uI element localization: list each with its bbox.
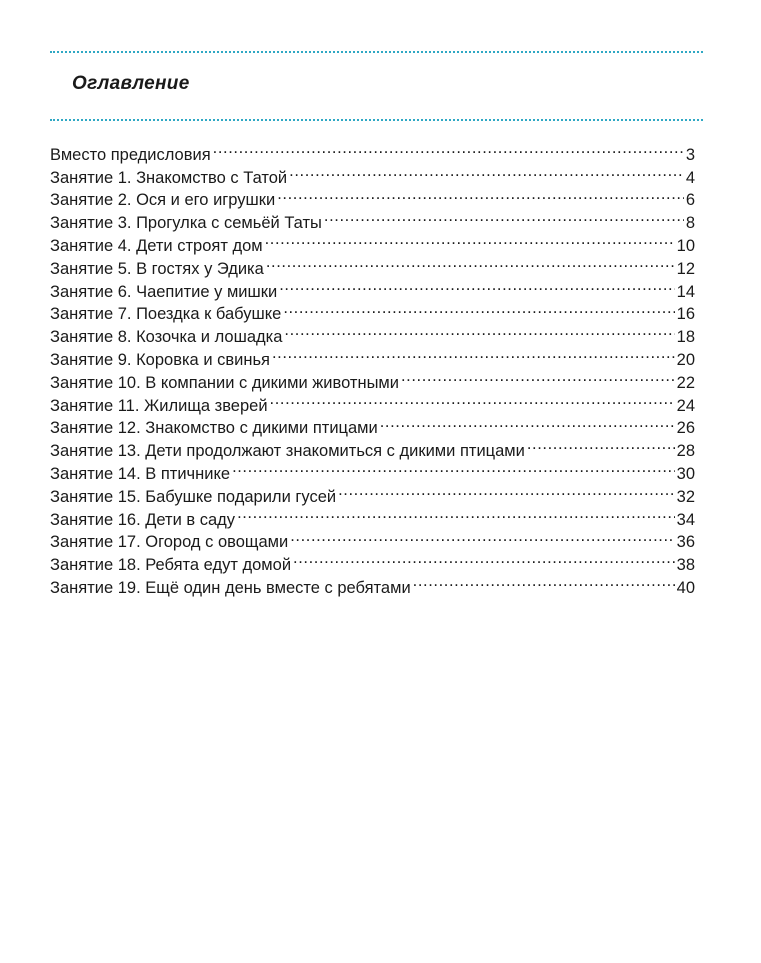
table-of-contents — [50, 137, 695, 597]
toc-entry-title: Занятие 2. Ося и его игрушки — [50, 191, 276, 210]
toc-page-number: 26 — [676, 419, 695, 438]
toc-entry-title: Занятие 5. В гостях у Эдика — [50, 259, 264, 278]
toc-page-number: 4 — [685, 168, 695, 187]
dot-leader — [338, 479, 675, 502]
toc-entry-title: Занятие 15. Бабушке подарили гусей — [50, 487, 337, 506]
dot-leader — [401, 365, 675, 388]
toc-page-number: 6 — [685, 191, 695, 210]
toc-entry-title: Занятие 13. Дети продолжают знакомиться с дикими птицами — [50, 442, 525, 461]
dot-leader — [413, 570, 675, 593]
dot-leader — [527, 433, 675, 456]
toc-page-number: 28 — [676, 442, 695, 461]
title-divider — [50, 119, 703, 121]
dot-leader — [289, 160, 684, 183]
dot-leader — [290, 525, 674, 548]
dot-leader — [324, 205, 684, 228]
toc-entry-title: Вместо предисловия — [50, 145, 211, 164]
toc-page-number: 34 — [676, 510, 695, 529]
dot-leader — [213, 137, 684, 160]
dot-leader — [265, 228, 675, 251]
toc-entry-title: Занятие 11. Жилища зверей — [50, 396, 268, 415]
toc-page-number: 16 — [676, 305, 695, 324]
toc-entry-title: Занятие 14. В птичнике — [50, 464, 231, 483]
toc-entry-title: Занятие 7. Поездка к бабушке — [50, 305, 282, 324]
toc-entry-title: Занятие 12. Знакомство с дикими птицами — [50, 419, 378, 438]
toc-page-number: 38 — [676, 556, 695, 575]
toc-entry-title: Занятие 17. Огород с овощами — [50, 533, 289, 552]
dot-leader — [266, 251, 675, 274]
toc-entry-title: Занятие 4. Дети строят дом — [50, 236, 263, 255]
top-divider — [50, 51, 703, 53]
toc-page-number: 10 — [676, 236, 695, 255]
toc-entry-title: Занятие 18. Ребята едут домой — [50, 556, 292, 575]
toc-entry-title: Занятие 1. Знакомство с Татой — [50, 168, 288, 187]
toc-entry-title: Занятие 10. В компании с дикими животными — [50, 373, 399, 392]
toc-page-number: 12 — [676, 259, 695, 278]
toc-page-number: 24 — [676, 396, 695, 415]
toc-page-number: 18 — [676, 328, 695, 347]
dot-leader — [380, 411, 675, 434]
toc-page-number: 8 — [685, 214, 695, 233]
toc-entry-title: Занятие 3. Прогулка с семьёй Таты — [50, 214, 322, 233]
dot-leader — [277, 183, 684, 206]
dot-leader — [232, 456, 675, 479]
toc-entry-title: Занятие 16. Дети в саду — [50, 510, 236, 529]
toc-page-number: 14 — [676, 282, 695, 301]
toc-entry-title: Занятие 9. Коровка и свинья — [50, 350, 270, 369]
dot-leader — [270, 388, 675, 411]
toc-page-number: 30 — [676, 464, 695, 483]
toc-page-number: 40 — [676, 578, 695, 597]
dot-leader — [284, 319, 674, 342]
dot-leader — [272, 342, 675, 365]
dot-leader — [293, 547, 675, 570]
toc-page-number: 3 — [685, 145, 695, 164]
dot-leader — [279, 274, 674, 297]
toc-entry-title: Занятие 6. Чаепитие у мишки — [50, 282, 278, 301]
toc-entry-title: Занятие 8. Козочка и лошадка — [50, 328, 283, 347]
page-title: Оглавление — [72, 73, 190, 94]
toc-entry-title: Занятие 19. Ещё один день вместе с ребятами — [50, 578, 411, 597]
toc-page-number: 20 — [676, 350, 695, 369]
toc-page-number: 36 — [676, 533, 695, 552]
dot-leader — [283, 297, 674, 320]
toc-page-number: 32 — [676, 487, 695, 506]
toc-entry[interactable] — [50, 137, 695, 164]
dot-leader — [237, 502, 675, 525]
toc-page-number: 22 — [676, 373, 695, 392]
